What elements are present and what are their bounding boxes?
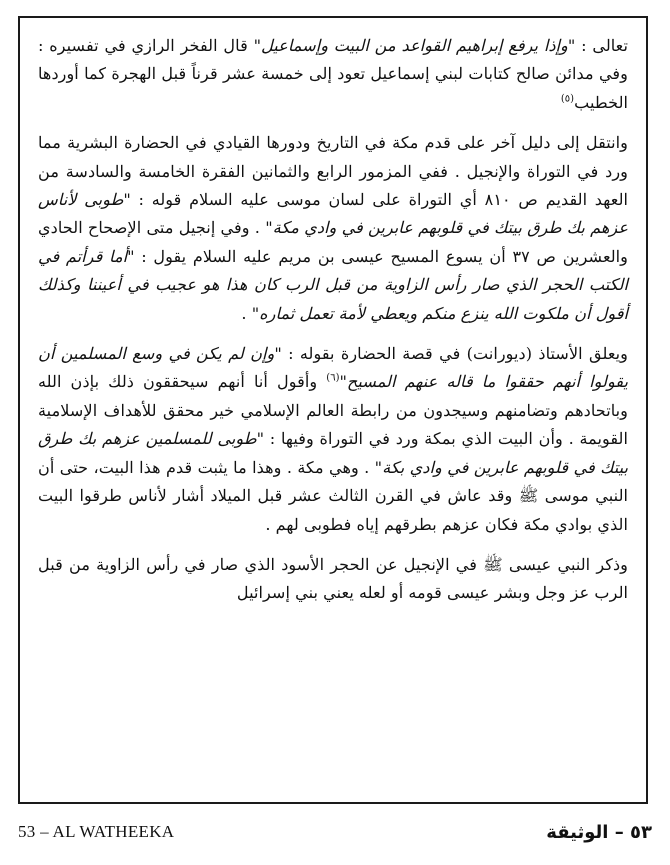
quotation: "وإذا يرفع إبراهيم القواعد من البيت وإسماعيل" <box>253 36 576 55</box>
quotation: "وإن لم يكن في وسع المسلمين أن يقولوا أنهم حققوا ما قاله عنهم المسيح" <box>38 344 628 392</box>
quotation: "طوبى للمسلمين عزهم بك طرق بيتك في قلوبهم عابرين في وادي بكة" <box>38 429 628 477</box>
text-run: وانتقل إلى دليل آخر على قدم مكة في التاريخ ودورها القيادي في الحضارة البشرية مما ورد في التوراة والإنجيل . ففي المزمور الرابع والثمانين الفقرة الخامسة والسادسة من العهد القديم ص ٨١٠ أي التوراة على لسان موسى عليه السلام قوله : <box>38 133 628 210</box>
text-run: وأقول أنا أنهم سيحققون ذلك بإذن الله وباتحادهم وتضامنهم وسيجدون من رابطة العالم الإسلامي خير محقق للأهداف الإسلامية القويمة . وأن البيت الذي بمكة ورد في التوراة وفيها : <box>38 372 628 449</box>
paragraph <box>38 340 628 539</box>
footer-page-label-arabic: ٥٣ – الوثيقة <box>546 821 652 843</box>
text-run: . وفي إنجيل متى الإصحاح الحادي والعشرين ص ٣٧ أن يسوع المسيح عيسى بن مريم عليه السلام يقول : <box>38 218 628 266</box>
text-run: ويعلق الأستاذ (ديورانت) في قصة الحضارة بقوله : <box>281 344 628 364</box>
footnote-marker: (٥) <box>560 93 575 105</box>
quotation: "أما قرأتم في الكتب الحجر الذي صار رأس الزاوية من قبل الرب كان هذا هو عجيب في أعيننا وكذلك أقول أن ملكوت الله ينزع منكم ويعطي لأمة تعمل ثماره" <box>38 246 628 323</box>
page-footer <box>18 812 652 852</box>
text-run: . وهي مكة . وهذا ما يثبت قدم هذا البيت، حتى أن النبي موسى ﷺ وقد عاش في القرن الثالث عشر قبل الميلاد أشار لأناس طرقوا البيت الذي بوادي مكة فكان عزهم بطرقهم إياه فطوبى لهم . <box>38 457 628 534</box>
paragraph <box>38 551 628 608</box>
text-run: قال الفخر الرازي في تفسيره : وفي مدائن صالح كتابات لبني إسماعيل تعود إلى خمسة عشر قرناً قبل الهجرة كما أوردها الخطيب <box>38 36 628 112</box>
text-run: تعالى : <box>575 36 629 55</box>
paragraph <box>38 32 628 117</box>
page-frame <box>18 16 648 804</box>
article-body <box>20 18 646 802</box>
footer-page-label-latin: 53 – AL WATHEEKA <box>18 822 175 841</box>
paragraph <box>38 129 628 328</box>
footnote-marker: (٦) <box>326 373 340 385</box>
text-run: وذكر النبي عيسى ﷺ في الإنجيل عن الحجر الأسود الذي صار في رأس الزاوية من قبل الرب عز وجل وبشر عيسى قومه أو لعله يعني بني إسرائيل <box>38 554 628 603</box>
quotation: "طوبى لأناس عزهم بك طرق بيتك في قلوبهم عابرين في وادي مكة" <box>38 190 628 238</box>
text-run: . <box>241 303 252 323</box>
